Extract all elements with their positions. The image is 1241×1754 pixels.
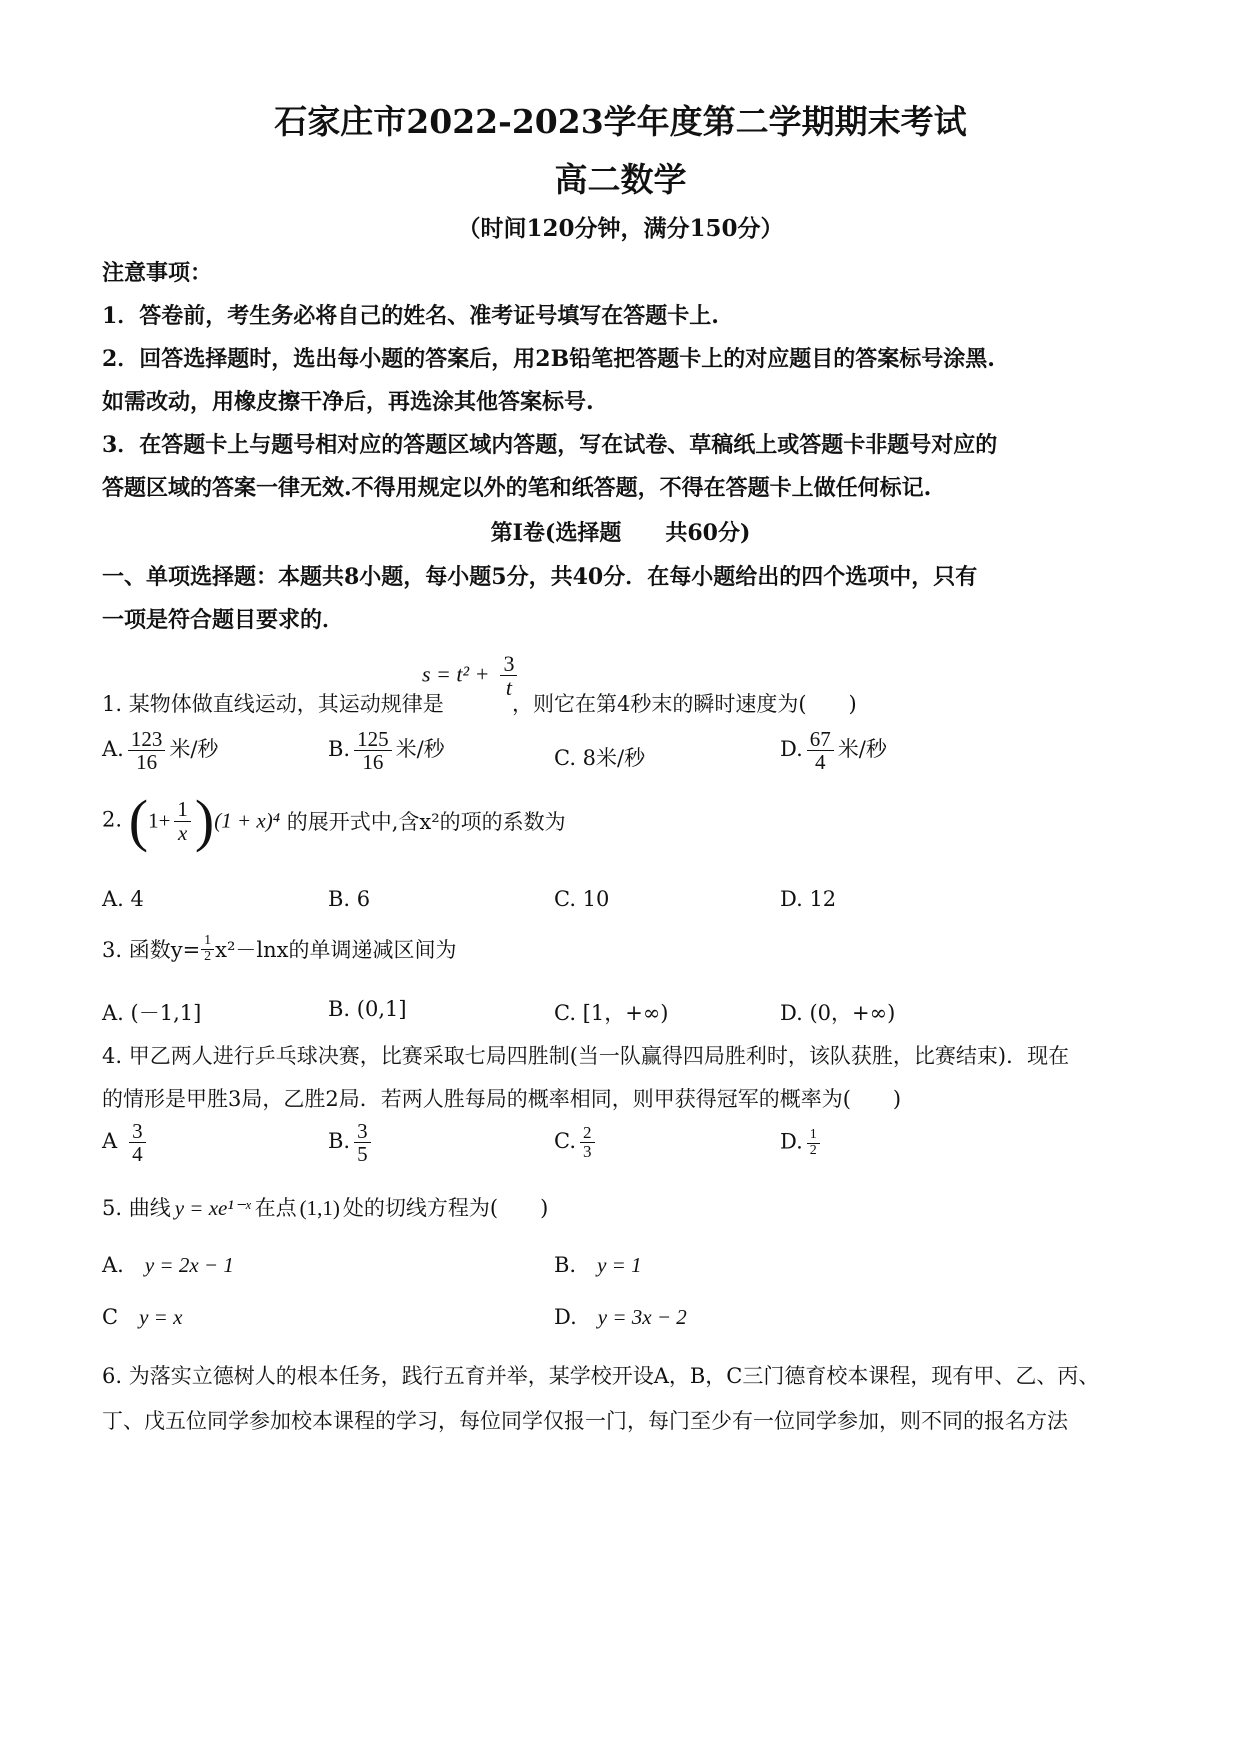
q1-option-c: C. 8米/秒 bbox=[554, 746, 646, 770]
q2-option-a: A. 4 bbox=[102, 887, 144, 911]
q4-stem-line-1: 4. 甲乙两人进行乒乓球决赛，比赛采取七局四胜制(当一队赢得四局胜利时，该队获胜，比赛结束)．现在 bbox=[102, 1044, 1070, 1068]
q2-option-c: C. 10 bbox=[554, 887, 610, 911]
subject-title: 高二数学 bbox=[554, 160, 687, 199]
exam-title: 石家庄市2022-2023学年度第二学期期末考试 bbox=[274, 102, 967, 141]
q3-option-a: A. (－1,1] bbox=[102, 1001, 202, 1025]
section1-line-2: 一项是符合题目要求的． bbox=[102, 607, 345, 633]
time-info: （时间120分钟，满分150分） bbox=[457, 215, 784, 242]
q4-option-b: B. $\frac{3}{5}$ bbox=[328, 1120, 375, 1165]
q5-stem: 5. 曲线 y = xe¹⁻ˣ 在点 (1,1) 处的切线方程为( ) bbox=[102, 1196, 549, 1220]
note-item-2-line-2: 如需改动，用橡皮擦干净后，再选涂其他答案标号. bbox=[102, 389, 594, 415]
q4-option-c: C. $\frac{2}{3}$ bbox=[554, 1124, 599, 1161]
note-item-2-line-1: 2．回答选择题时，选出每小题的答案后，用2B铅笔把答题卡上的对应题目的答案标号涂黑. bbox=[102, 346, 995, 372]
q5-option-c: C y = x bbox=[102, 1305, 183, 1329]
q5-option-d: D. y = 3x − 2 bbox=[554, 1305, 687, 1329]
q2-option-b: B. 6 bbox=[328, 887, 371, 911]
q4-option-d: D. $\frac{1}{2}$ bbox=[780, 1128, 824, 1158]
q4-stem-line-2: 的情形是甲胜3局，乙胜2局．若两人胜每局的概率相同，则甲获得冠军的概率为( ) bbox=[102, 1087, 902, 1111]
q2-stem: 2. (1+ $\frac{1}{x}$ )(1 + x)⁴ 的展开式中,含x²的项的系数为 bbox=[102, 788, 566, 853]
q1-option-a: A. $\frac{123}{16}$ 米/秒 bbox=[102, 727, 219, 775]
q1-option-b: B. $\frac{125}{16}$ 米/秒 bbox=[328, 727, 445, 775]
notes-heading: 注意事项： bbox=[102, 260, 213, 286]
q1-stem-suffix: ，则它在第4秒末的瞬时速度为( ) bbox=[512, 692, 857, 716]
q3-option-c: C. [1，+∞) bbox=[554, 1001, 669, 1025]
q1-stem-prefix: 1. 某物体做直线运动，其运动规律是 bbox=[102, 692, 444, 716]
q5-option-a: A. y = 2x − 1 bbox=[102, 1253, 234, 1277]
q1-formula: s = t² + $\frac{3}{t}$ bbox=[422, 652, 521, 699]
q6-stem-line-1: 6. 为落实立德树人的根本任务，践行五育并举，某学校开设A，B，C三门德育校本课程，现有甲、乙、丙、 bbox=[102, 1364, 1100, 1388]
q6-stem-line-2: 丁、戊五位同学参加校本课程的学习，每位同学仅报一门，每门至少有一位同学参加，则不同的报名方法 bbox=[102, 1409, 1068, 1433]
q3-stem: 3. 函数y= $\frac{1}{2}$ x²－lnx的单调递减区间为 bbox=[102, 933, 457, 964]
q3-option-b: B. (0,1] bbox=[328, 997, 407, 1021]
q3-option-d: D. (0，+∞) bbox=[780, 1001, 896, 1025]
q4-option-a: A $\frac{3}{4}$ bbox=[102, 1120, 150, 1165]
q5-option-b: B. y = 1 bbox=[554, 1253, 642, 1277]
part1-heading: 第I卷(选择题 共60分) bbox=[490, 520, 751, 546]
note-item-1: 1．答卷前，考生务必将自己的姓名、准考证号填写在答题卡上. bbox=[102, 303, 719, 329]
q2-option-d: D. 12 bbox=[780, 887, 837, 911]
section1-line-1: 一、单项选择题：本题共8小题，每小题5分，共40分．在每小题给出的四个选项中，只有 bbox=[102, 564, 978, 590]
q1-option-d: D. $\frac{67}{4}$ 米/秒 bbox=[780, 727, 887, 775]
note-item-3-line-1: 3．在答题卡上与题号相对应的答题区域内答题，写在试卷、草稿纸上或答题卡非题号对应的 bbox=[102, 432, 998, 458]
note-item-3-line-2: 答题区域的答案一律无效.不得用规定以外的笔和纸答题，不得在答题卡上做任何标记. bbox=[102, 475, 932, 501]
